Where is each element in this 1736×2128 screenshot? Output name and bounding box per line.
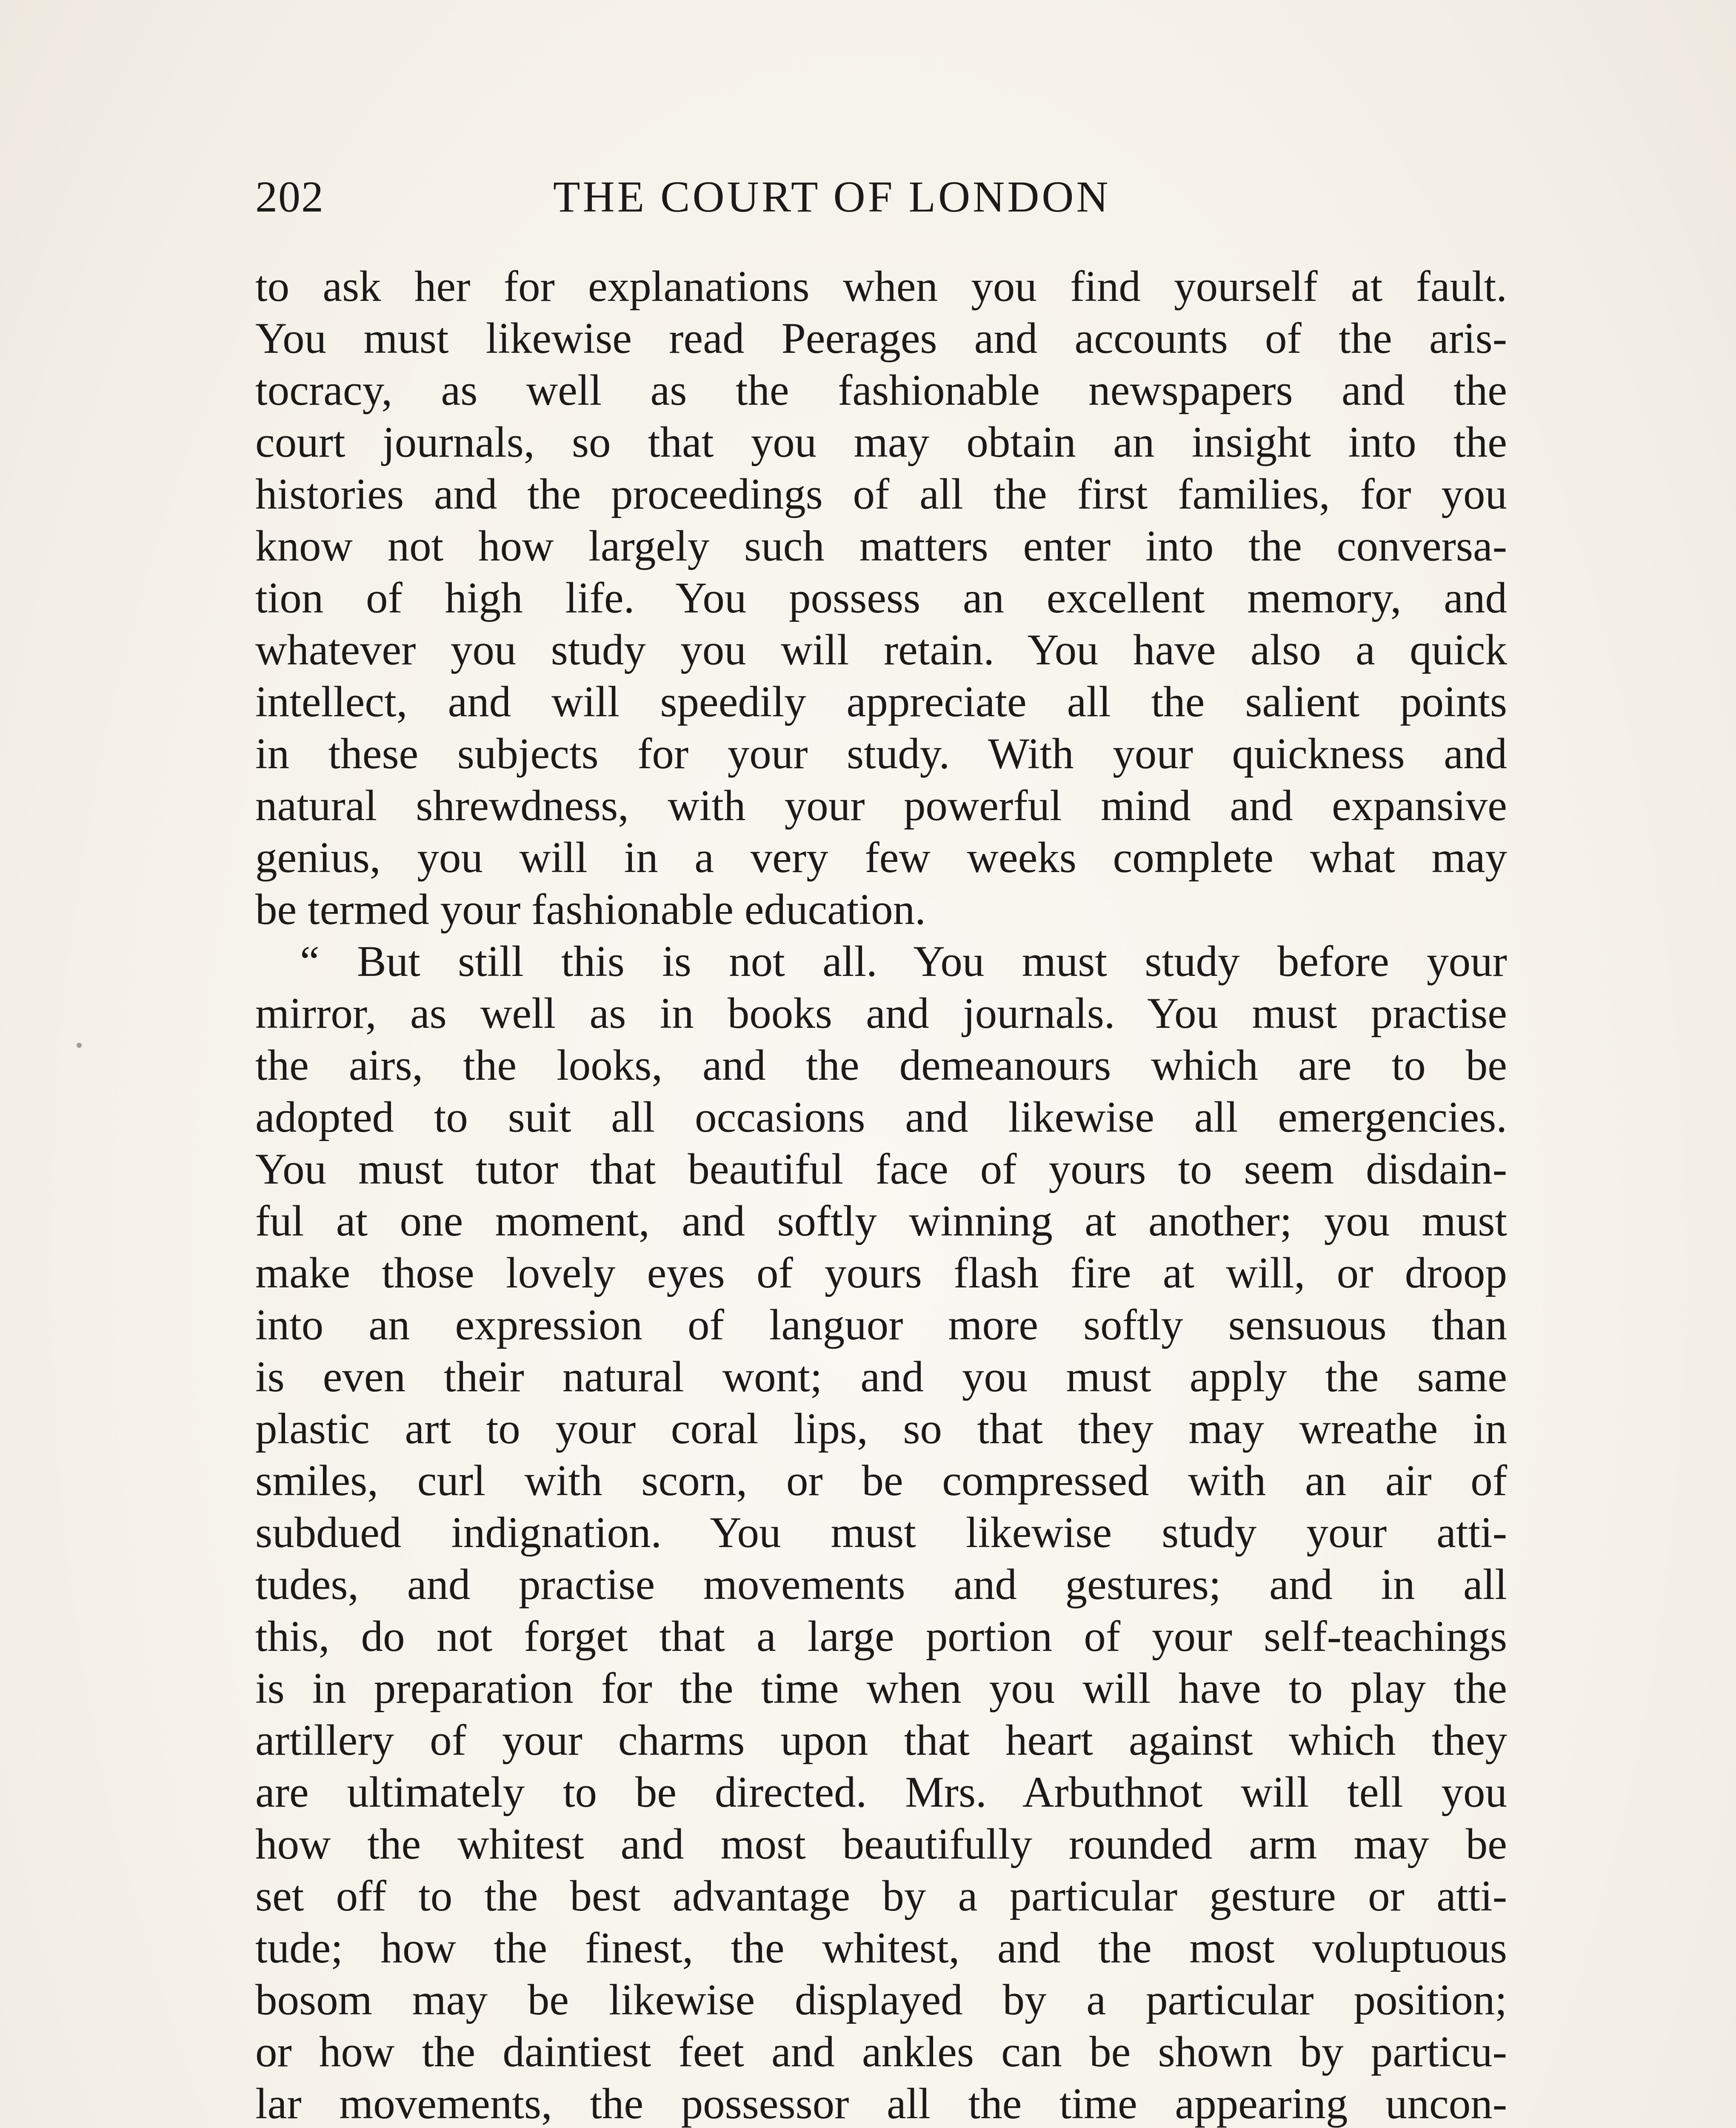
book-title: THE COURT OF LONDON xyxy=(553,172,1111,221)
text-line: or how the daintiest feet and ankles can be shown by particu- xyxy=(255,2028,1507,2076)
text-line: You must tutor that beautiful face of yours to seem disdain- xyxy=(255,1145,1507,1193)
text-line: tion of high life. You possess an excellent memory, and xyxy=(255,574,1507,622)
text-line: You must likewise read Peerages and accounts of the aris- xyxy=(255,314,1507,363)
text-line: into an expression of languor more softly sensuous than xyxy=(255,1301,1507,1349)
text-line: “ But still this is not all. You must study before your xyxy=(300,937,1507,986)
text-line: tudes, and practise movements and gestures; and in all xyxy=(255,1560,1507,1609)
text-line: the airs, the looks, and the demeanours which are to be xyxy=(255,1041,1507,1090)
text-line: know not how largely such matters enter into the conversa- xyxy=(255,522,1507,570)
text-line: is in preparation for the time when you will have to play the xyxy=(255,1664,1507,1713)
text-line: make those lovely eyes of yours flash fire at will, or droop xyxy=(255,1249,1507,1297)
paragraph xyxy=(255,260,1507,935)
text-line: set off to the best advantage by a particular gesture or atti- xyxy=(255,1872,1507,1920)
text-line: intellect, and will speedily appreciate all the salient points xyxy=(255,678,1507,726)
text-line: lar movements, the possessor all the time appearing uncon- xyxy=(255,2079,1507,2128)
text-line: bosom may be likewise displayed by a particular position; xyxy=(255,1976,1507,2024)
text-line: to ask her for explanations when you find yourself at fault. xyxy=(255,262,1507,311)
text-line: mirror, as well as in books and journals. You must practise xyxy=(255,989,1507,1038)
text-line: subdued indignation. You must likewise study your atti- xyxy=(255,1508,1507,1557)
text-line: whatever you study you will retain. You have also a quick xyxy=(255,626,1507,674)
text-line: genius, you will in a very few weeks complete what may xyxy=(255,833,1507,882)
running-head xyxy=(255,165,1221,229)
paragraph xyxy=(255,935,1507,2128)
text-line: smiles, curl with scorn, or be compressed with an air of xyxy=(255,1456,1507,1505)
text-line: be termed your fashionable education. xyxy=(255,885,926,934)
text-line: are ultimately to be directed. Mrs. Arbuthnot will tell you xyxy=(255,1768,1507,1816)
text-line: tocracy, as well as the fashionable newspapers and the xyxy=(255,366,1507,415)
text-line: how the whitest and most beautifully rounded arm may be xyxy=(255,1820,1507,1868)
text-line: this, do not forget that a large portion of your self-teachings xyxy=(255,1612,1507,1661)
text-line: histories and the proceedings of all the first families, for you xyxy=(255,470,1507,518)
text-line: court journals, so that you may obtain an insight into the xyxy=(255,418,1507,466)
text-line: tude; how the finest, the whitest, and the most voluptuous xyxy=(255,1924,1507,1972)
text-line: adopted to suit all occasions and likewise all emergencies. xyxy=(255,1093,1507,1141)
body-text xyxy=(255,260,1507,2128)
text-line: ful at one moment, and softly winning at another; you must xyxy=(255,1197,1507,1245)
text-line: plastic art to your coral lips, so that they may wreathe in xyxy=(255,1404,1507,1453)
text-line: is even their natural wont; and you must apply the same xyxy=(255,1353,1507,1401)
paper-speck xyxy=(77,1043,82,1048)
text-line: artillery of your charms upon that heart against which they xyxy=(255,1716,1507,1765)
text-line: in these subjects for your study. With your quickness and xyxy=(255,729,1507,778)
text-line: natural shrewdness, with your powerful mind and expansive xyxy=(255,781,1507,830)
page-number: 202 xyxy=(255,172,324,221)
